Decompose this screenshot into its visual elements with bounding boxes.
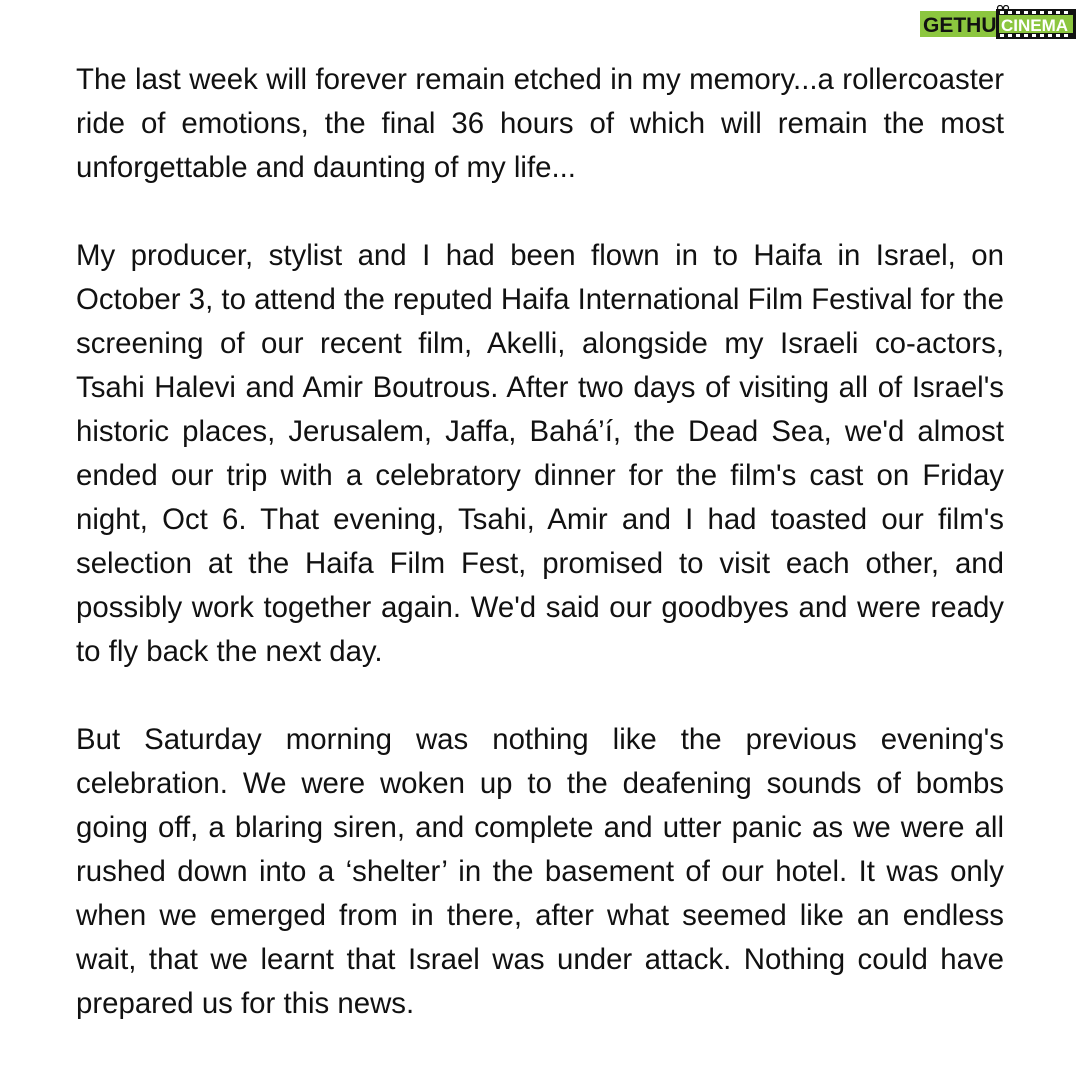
paragraph-1: The last week will forever remain etched in my memory...a rollercoaster ride of emotions, the final 36 hours of which will remain the most unforgettable and daunting of my life... — [76, 63, 1004, 184]
logo-text-gethu: GETHU — [923, 14, 997, 37]
article-body — [76, 58, 1004, 1026]
paragraph-3: But Saturday morning was nothing like the previous evening's celebration. We were woken up to the deafening sounds of bombs going off, a blaring siren, and complete and utter panic as we were all rushed down into a ‘shelter’ in the basement of our hotel. It was only when we emerged from in there, after what seemed like an endless wait, that we learnt that Israel was under attack. Nothing could have prepared us for this news. — [76, 723, 1004, 1020]
logo-text-cinema: CINEMA — [1001, 16, 1069, 35]
gethu-cinema-logo — [920, 5, 1078, 43]
film-camera-icon — [920, 5, 1078, 43]
paragraph-2: My producer, stylist and I had been flown in to Haifa in Israel, on October 3, to attend the reputed Haifa International Film Festival for the screening of our recent film, Akelli, alongside my Israeli co-actors, Tsahi Halevi and Amir Boutrous. After two days of visiting all of Israel's historic places, Jerusalem, Jaffa, Bahá’í, the Dead Sea, we'd almost ended our trip with a celebratory dinner for the film's cast on Friday night, Oct 6. That evening, Tsahi, Amir and I had toasted our film's selection at the Haifa Film Fest, promised to visit each other, and possibly work together again. We'd said our goodbyes and were ready to fly back the next day. — [76, 239, 1004, 668]
